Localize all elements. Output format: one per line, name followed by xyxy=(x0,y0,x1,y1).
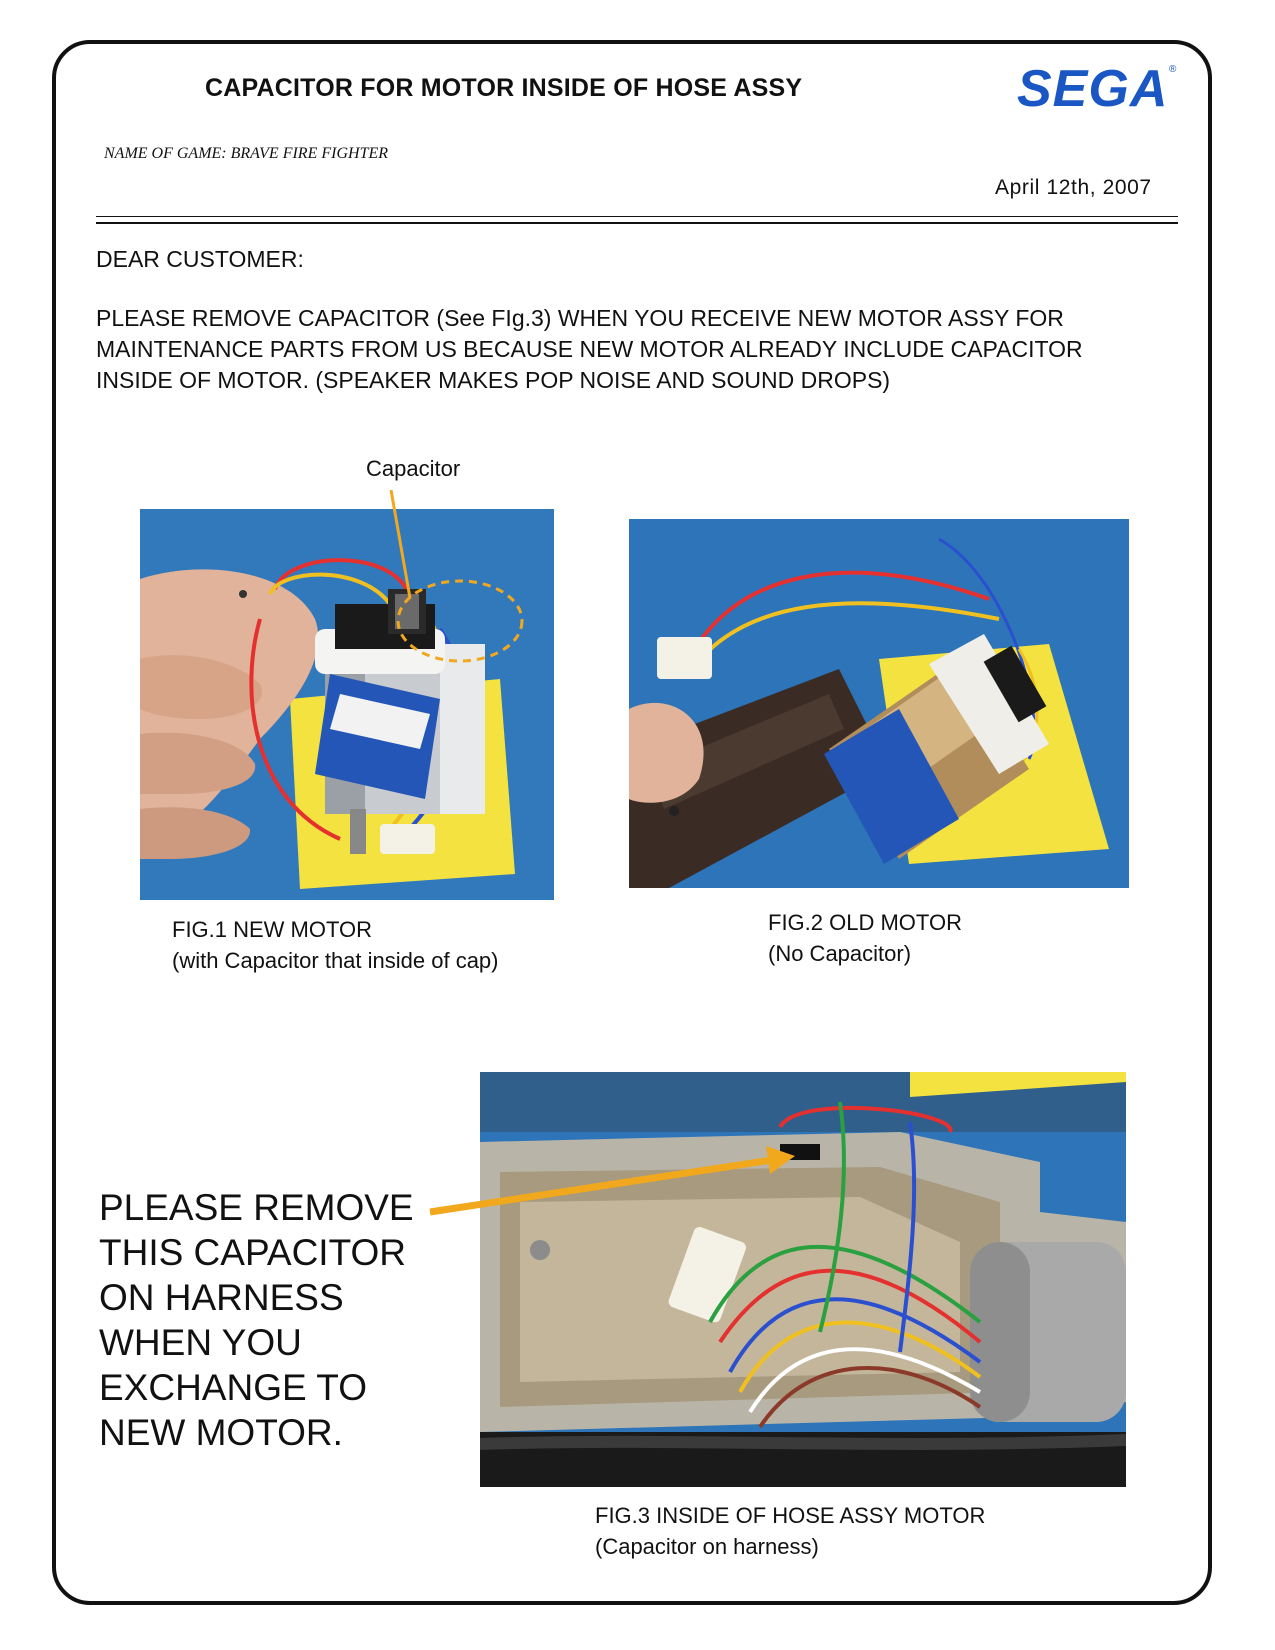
fig1-caption-title: FIG.1 NEW MOTOR xyxy=(172,917,373,942)
notice-line: WHEN YOU xyxy=(99,1322,302,1363)
fig3-hose-assy-photo xyxy=(480,1072,1126,1487)
fig2-old-motor-photo xyxy=(629,519,1129,888)
fig2-caption-title: FIG.2 OLD MOTOR xyxy=(768,910,962,935)
svg-text:SEGA: SEGA xyxy=(1017,60,1169,114)
game-name: NAME OF GAME: BRAVE FIRE FIGHTER xyxy=(104,145,389,162)
greeting: DEAR CUSTOMER: xyxy=(96,246,304,272)
removal-notice xyxy=(99,1185,414,1455)
fig1-new-motor-photo xyxy=(140,509,554,900)
letter-line: PLEASE REMOVE CAPACITOR (See FIg.3) WHEN YOU RECEIVE NEW MOTOR ASSY FOR xyxy=(96,305,1064,331)
letter-body xyxy=(96,303,1196,396)
sega-logo xyxy=(1013,60,1183,114)
notice-line: NEW MOTOR. xyxy=(99,1412,343,1453)
notice-line: EXCHANGE TO xyxy=(99,1367,367,1408)
document-date: April 12th, 2007 xyxy=(995,176,1152,199)
fig3-caption-title: FIG.3 INSIDE OF HOSE ASSY MOTOR xyxy=(595,1503,986,1528)
notice-line: ON HARNESS xyxy=(99,1277,344,1318)
notice-line: THIS CAPACITOR xyxy=(99,1232,407,1273)
fig3-caption xyxy=(595,1500,985,1562)
letter-line: MAINTENANCE PARTS FROM US BECAUSE NEW MOTOR ALREADY INCLUDE CAPACITOR xyxy=(96,336,1083,362)
page-title: CAPACITOR FOR MOTOR INSIDE OF HOSE ASSY xyxy=(205,74,803,102)
notice-line: PLEASE REMOVE xyxy=(99,1187,414,1228)
fig1-caption xyxy=(172,914,499,976)
fig1-caption-subtitle: (with Capacitor that inside of cap) xyxy=(172,948,499,973)
svg-text:®: ® xyxy=(1169,64,1177,75)
header-rule-top xyxy=(96,216,1178,217)
header-rule-bottom xyxy=(96,222,1178,224)
capacitor-callout-label: Capacitor xyxy=(366,456,461,481)
fig2-caption xyxy=(768,907,962,969)
fig3-caption-subtitle: (Capacitor on harness) xyxy=(595,1534,819,1559)
letter-line: INSIDE OF MOTOR. (SPEAKER MAKES POP NOISE AND SOUND DROPS) xyxy=(96,367,891,393)
fig2-caption-subtitle: (No Capacitor) xyxy=(768,941,912,966)
